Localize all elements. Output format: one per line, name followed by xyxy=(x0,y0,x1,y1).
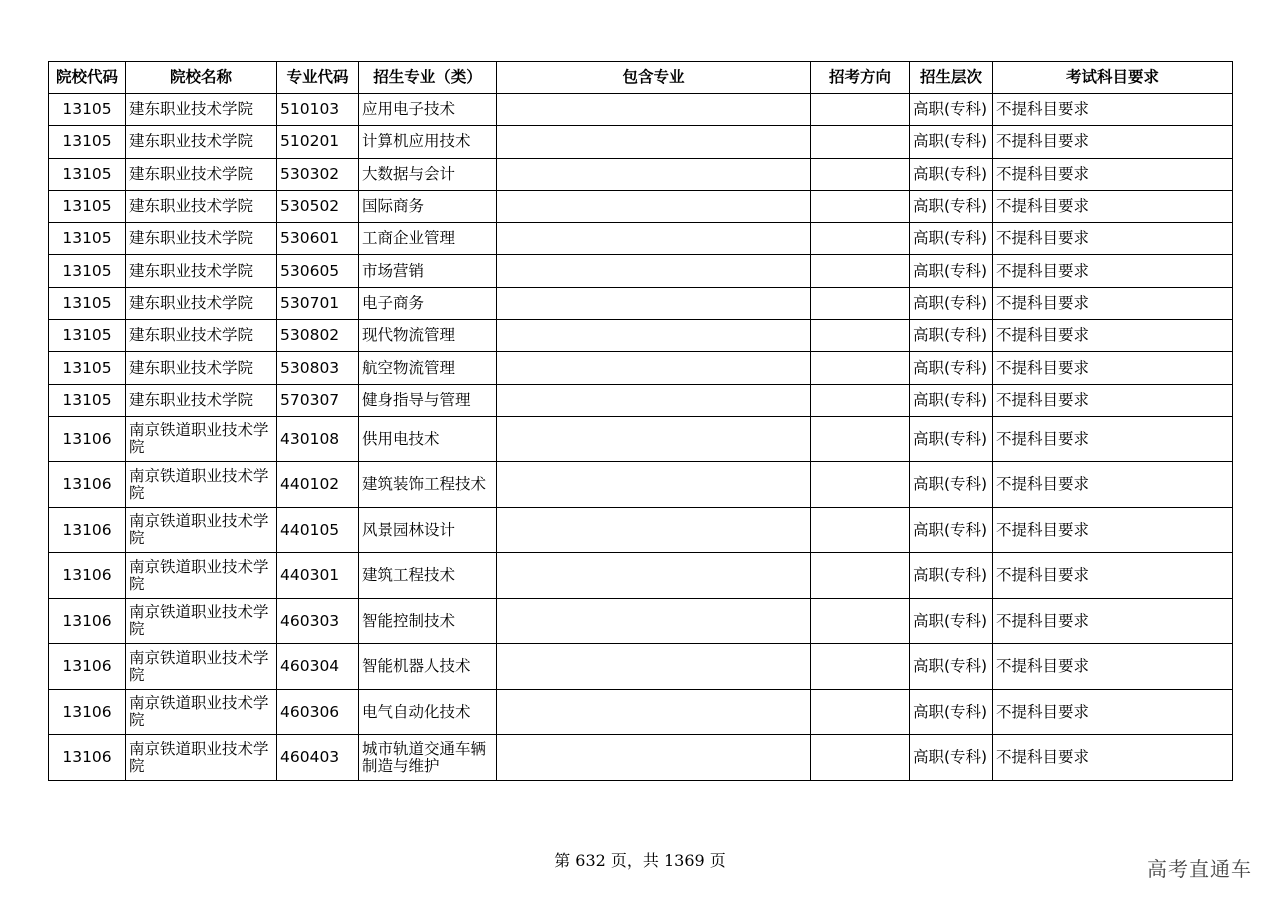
cell-included-majors xyxy=(497,384,811,416)
cell-school-code: 13105 xyxy=(49,255,126,287)
cell-major-code: 460304 xyxy=(277,644,359,690)
cell-school-code: 13105 xyxy=(49,287,126,319)
cell-subject-requirement: 不提科目要求 xyxy=(993,553,1233,599)
cell-level: 高职(专科) xyxy=(910,644,993,690)
cell-level: 高职(专科) xyxy=(910,416,993,462)
table-row xyxy=(49,223,1233,255)
cell-level: 高职(专科) xyxy=(910,598,993,644)
table-row xyxy=(49,598,1233,644)
cell-included-majors xyxy=(497,320,811,352)
cell-major: 建筑工程技术 xyxy=(359,553,497,599)
cell-included-majors xyxy=(497,416,811,462)
cell-direction xyxy=(811,255,910,287)
table-row xyxy=(49,158,1233,190)
cell-school-code: 13106 xyxy=(49,462,126,508)
cell-subject-requirement: 不提科目要求 xyxy=(993,126,1233,158)
header-direction: 招考方向 xyxy=(811,62,910,94)
cell-school-name: 建东职业技术学院 xyxy=(126,384,277,416)
cell-major: 计算机应用技术 xyxy=(359,126,497,158)
cell-major-code: 570307 xyxy=(277,384,359,416)
cell-level: 高职(专科) xyxy=(910,158,993,190)
cell-subject-requirement: 不提科目要求 xyxy=(993,598,1233,644)
cell-major-code: 440105 xyxy=(277,507,359,553)
table-row xyxy=(49,320,1233,352)
table-row xyxy=(49,94,1233,126)
header-school-name: 院校名称 xyxy=(126,62,277,94)
cell-school-name: 南京铁道职业技术学院 xyxy=(126,598,277,644)
cell-school-code: 13105 xyxy=(49,126,126,158)
table-row xyxy=(49,126,1233,158)
cell-subject-requirement: 不提科目要求 xyxy=(993,158,1233,190)
cell-direction xyxy=(811,507,910,553)
cell-included-majors xyxy=(497,598,811,644)
cell-major-code: 460306 xyxy=(277,689,359,735)
table-row xyxy=(49,255,1233,287)
table-row xyxy=(49,352,1233,384)
cell-school-name: 南京铁道职业技术学院 xyxy=(126,644,277,690)
cell-direction xyxy=(811,462,910,508)
cell-major: 智能控制技术 xyxy=(359,598,497,644)
table-row xyxy=(49,553,1233,599)
table-row xyxy=(49,644,1233,690)
cell-major-code: 530803 xyxy=(277,352,359,384)
table-row xyxy=(49,416,1233,462)
table-row xyxy=(49,190,1233,222)
cell-included-majors xyxy=(497,158,811,190)
watermark-logo: 高考直通车 xyxy=(1147,857,1252,881)
cell-school-name: 建东职业技术学院 xyxy=(126,223,277,255)
cell-direction xyxy=(811,553,910,599)
cell-included-majors xyxy=(497,126,811,158)
cell-direction xyxy=(811,384,910,416)
cell-major: 国际商务 xyxy=(359,190,497,222)
cell-level: 高职(专科) xyxy=(910,223,993,255)
cell-major: 供用电技术 xyxy=(359,416,497,462)
cell-school-name: 南京铁道职业技术学院 xyxy=(126,553,277,599)
cell-school-code: 13106 xyxy=(49,553,126,599)
cell-major: 电子商务 xyxy=(359,287,497,319)
cell-school-code: 13106 xyxy=(49,689,126,735)
table-row xyxy=(49,735,1233,781)
cell-school-code: 13105 xyxy=(49,190,126,222)
cell-included-majors xyxy=(497,462,811,508)
cell-major-code: 440301 xyxy=(277,553,359,599)
cell-direction xyxy=(811,223,910,255)
cell-school-code: 13105 xyxy=(49,223,126,255)
cell-major: 健身指导与管理 xyxy=(359,384,497,416)
cell-major-code: 430108 xyxy=(277,416,359,462)
cell-major-code: 530502 xyxy=(277,190,359,222)
cell-included-majors xyxy=(497,735,811,781)
cell-major: 建筑装饰工程技术 xyxy=(359,462,497,508)
cell-school-name: 建东职业技术学院 xyxy=(126,287,277,319)
cell-subject-requirement: 不提科目要求 xyxy=(993,352,1233,384)
cell-subject-requirement: 不提科目要求 xyxy=(993,416,1233,462)
cell-school-name: 南京铁道职业技术学院 xyxy=(126,507,277,553)
cell-school-name: 建东职业技术学院 xyxy=(126,255,277,287)
cell-school-name: 建东职业技术学院 xyxy=(126,190,277,222)
cell-included-majors xyxy=(497,190,811,222)
cell-subject-requirement: 不提科目要求 xyxy=(993,190,1233,222)
cell-school-code: 13106 xyxy=(49,416,126,462)
cell-school-name: 南京铁道职业技术学院 xyxy=(126,735,277,781)
cell-school-name: 南京铁道职业技术学院 xyxy=(126,416,277,462)
cell-major-code: 530601 xyxy=(277,223,359,255)
cell-included-majors xyxy=(497,287,811,319)
cell-direction xyxy=(811,320,910,352)
table-row xyxy=(49,507,1233,553)
header-included-majors: 包含专业 xyxy=(497,62,811,94)
cell-level: 高职(专科) xyxy=(910,126,993,158)
cell-major-code: 530302 xyxy=(277,158,359,190)
cell-direction xyxy=(811,190,910,222)
cell-direction xyxy=(811,689,910,735)
cell-included-majors xyxy=(497,94,811,126)
cell-level: 高职(专科) xyxy=(910,689,993,735)
cell-subject-requirement: 不提科目要求 xyxy=(993,507,1233,553)
cell-level: 高职(专科) xyxy=(910,190,993,222)
cell-school-code: 13105 xyxy=(49,352,126,384)
cell-subject-requirement: 不提科目要求 xyxy=(993,287,1233,319)
cell-subject-requirement: 不提科目要求 xyxy=(993,320,1233,352)
cell-included-majors xyxy=(497,689,811,735)
cell-level: 高职(专科) xyxy=(910,735,993,781)
cell-subject-requirement: 不提科目要求 xyxy=(993,462,1233,508)
cell-level: 高职(专科) xyxy=(910,553,993,599)
cell-school-name: 建东职业技术学院 xyxy=(126,94,277,126)
cell-major: 风景园林设计 xyxy=(359,507,497,553)
cell-major-code: 510103 xyxy=(277,94,359,126)
enrollment-table xyxy=(48,61,1233,781)
cell-included-majors xyxy=(497,255,811,287)
cell-level: 高职(专科) xyxy=(910,94,993,126)
table-header-row xyxy=(49,62,1233,94)
cell-subject-requirement: 不提科目要求 xyxy=(993,384,1233,416)
cell-subject-requirement: 不提科目要求 xyxy=(993,255,1233,287)
header-major: 招生专业（类） xyxy=(359,62,497,94)
cell-direction xyxy=(811,644,910,690)
cell-subject-requirement: 不提科目要求 xyxy=(993,689,1233,735)
cell-major: 航空物流管理 xyxy=(359,352,497,384)
cell-school-code: 13106 xyxy=(49,644,126,690)
cell-major-code: 530802 xyxy=(277,320,359,352)
cell-school-name: 南京铁道职业技术学院 xyxy=(126,689,277,735)
cell-direction xyxy=(811,352,910,384)
cell-level: 高职(专科) xyxy=(910,352,993,384)
cell-school-code: 13106 xyxy=(49,507,126,553)
header-major-code: 专业代码 xyxy=(277,62,359,94)
cell-direction xyxy=(811,158,910,190)
cell-direction xyxy=(811,735,910,781)
table-row xyxy=(49,384,1233,416)
cell-school-code: 13105 xyxy=(49,384,126,416)
cell-major: 应用电子技术 xyxy=(359,94,497,126)
cell-level: 高职(专科) xyxy=(910,507,993,553)
cell-included-majors xyxy=(497,223,811,255)
cell-school-name: 建东职业技术学院 xyxy=(126,320,277,352)
cell-school-name: 建东职业技术学院 xyxy=(126,352,277,384)
cell-level: 高职(专科) xyxy=(910,320,993,352)
cell-subject-requirement: 不提科目要求 xyxy=(993,735,1233,781)
cell-school-code: 13105 xyxy=(49,158,126,190)
cell-subject-requirement: 不提科目要求 xyxy=(993,644,1233,690)
cell-major-code: 440102 xyxy=(277,462,359,508)
cell-school-code: 13106 xyxy=(49,598,126,644)
page-number: 第 632 页，共 1369 页 xyxy=(554,851,726,870)
cell-major: 市场营销 xyxy=(359,255,497,287)
cell-level: 高职(专科) xyxy=(910,287,993,319)
cell-major: 城市轨道交通车辆制造与维护 xyxy=(359,735,497,781)
cell-major: 现代物流管理 xyxy=(359,320,497,352)
cell-school-name: 建东职业技术学院 xyxy=(126,158,277,190)
cell-school-code: 13105 xyxy=(49,94,126,126)
cell-major-code: 510201 xyxy=(277,126,359,158)
cell-level: 高职(专科) xyxy=(910,462,993,508)
cell-major-code: 460303 xyxy=(277,598,359,644)
cell-subject-requirement: 不提科目要求 xyxy=(993,94,1233,126)
cell-level: 高职(专科) xyxy=(910,255,993,287)
cell-level: 高职(专科) xyxy=(910,384,993,416)
header-level: 招生层次 xyxy=(910,62,993,94)
cell-direction xyxy=(811,416,910,462)
table-row xyxy=(49,287,1233,319)
table-row xyxy=(49,462,1233,508)
cell-direction xyxy=(811,287,910,319)
cell-included-majors xyxy=(497,352,811,384)
cell-school-name: 建东职业技术学院 xyxy=(126,126,277,158)
header-subject-requirement: 考试科目要求 xyxy=(993,62,1233,94)
cell-major-code: 460403 xyxy=(277,735,359,781)
header-school-code: 院校代码 xyxy=(49,62,126,94)
cell-major-code: 530701 xyxy=(277,287,359,319)
cell-direction xyxy=(811,94,910,126)
cell-major: 工商企业管理 xyxy=(359,223,497,255)
table-body xyxy=(49,94,1233,781)
cell-included-majors xyxy=(497,507,811,553)
cell-direction xyxy=(811,598,910,644)
cell-school-code: 13105 xyxy=(49,320,126,352)
cell-school-name: 南京铁道职业技术学院 xyxy=(126,462,277,508)
cell-school-code: 13106 xyxy=(49,735,126,781)
cell-direction xyxy=(811,126,910,158)
cell-included-majors xyxy=(497,553,811,599)
cell-major: 电气自动化技术 xyxy=(359,689,497,735)
table-row xyxy=(49,689,1233,735)
cell-major: 智能机器人技术 xyxy=(359,644,497,690)
cell-major-code: 530605 xyxy=(277,255,359,287)
cell-subject-requirement: 不提科目要求 xyxy=(993,223,1233,255)
cell-major: 大数据与会计 xyxy=(359,158,497,190)
cell-included-majors xyxy=(497,644,811,690)
